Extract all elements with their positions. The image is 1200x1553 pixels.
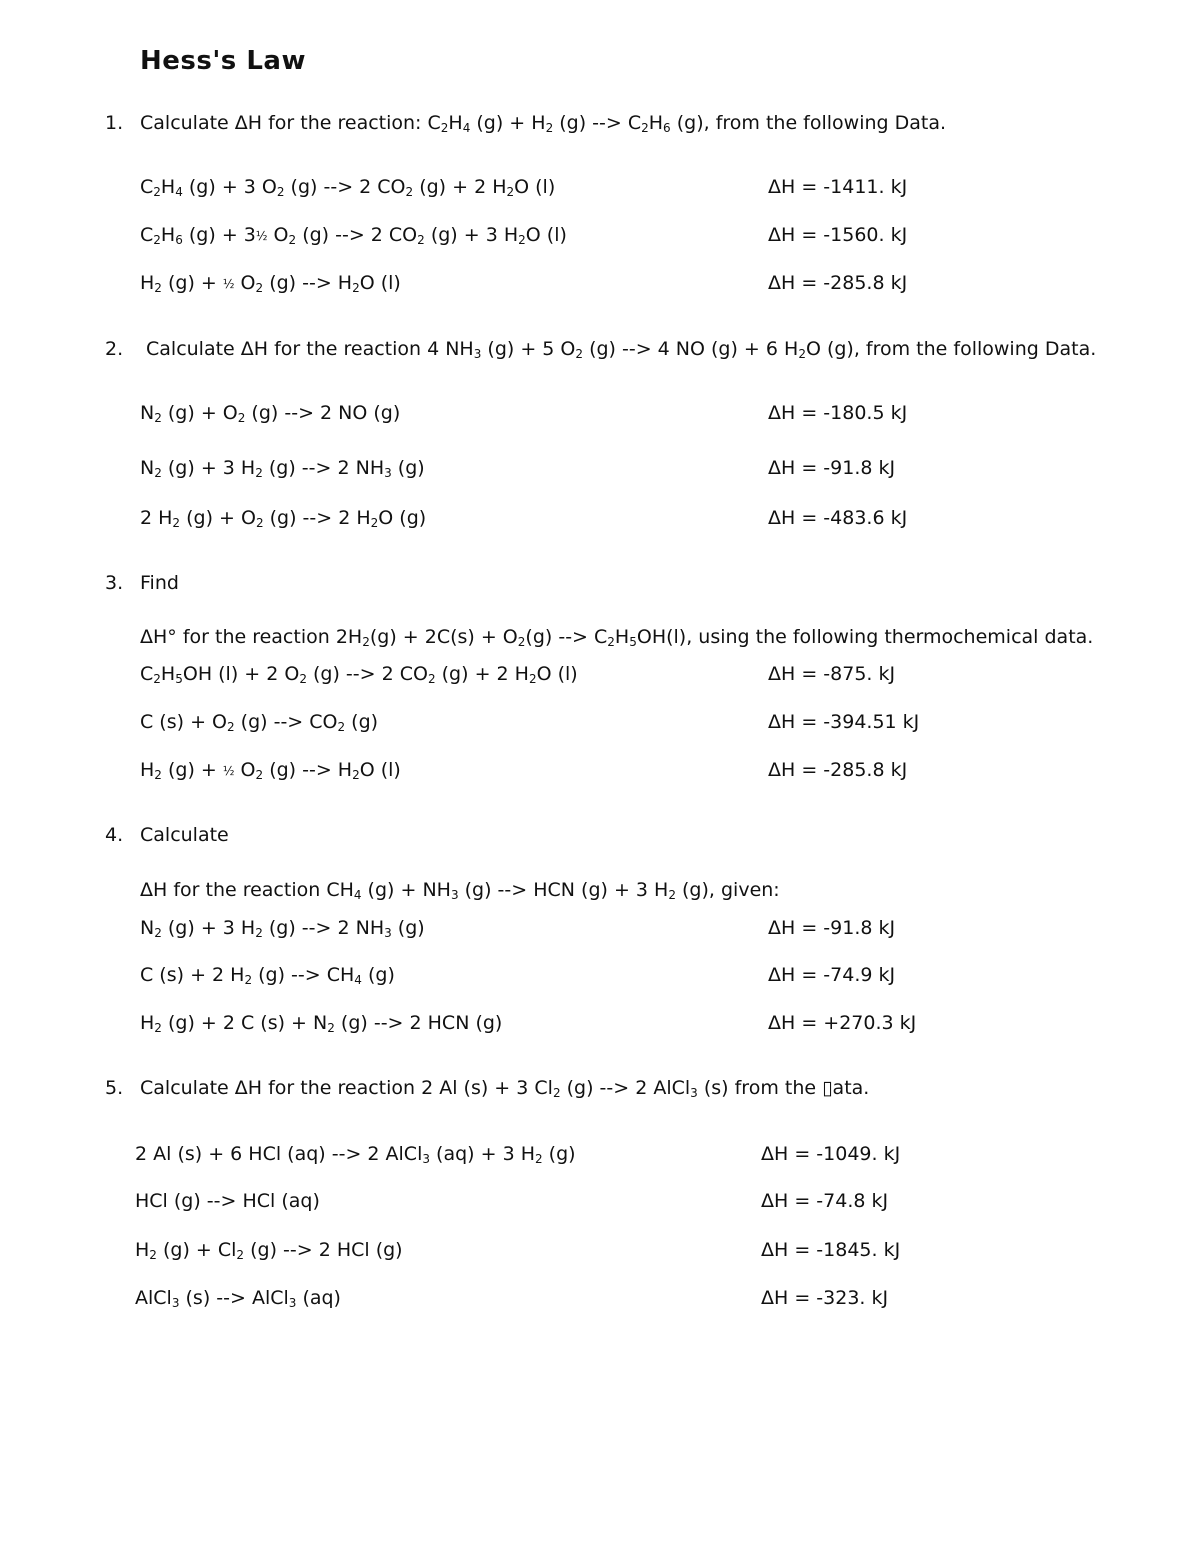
reaction-equation: $N_2$ (g) + 3 $H_2$ (g) --> 2 $NH_3$ (g): [140, 457, 425, 480]
enthalpy-value: ΔH = -875. kJ: [768, 663, 896, 685]
enthalpy-value: ΔH = -74.8 kJ: [761, 1190, 889, 1212]
enthalpy-value: ΔH = +270.3 kJ: [768, 1012, 917, 1034]
enthalpy-value: ΔH = -1411. kJ: [768, 176, 908, 198]
enthalpy-value: ΔH = -91.8 kJ: [768, 917, 896, 939]
enthalpy-value: ΔH = -285.8 kJ: [768, 759, 908, 781]
reaction-equation: 2 Al (s) + 6 HCl (aq) --> 2 AlCl$_3$ (aq) + 3 $H_2$ (g): [135, 1143, 576, 1166]
reaction-equation: $H_2$ (g) + ½ $O_2$ (g) --> $H_2O$ (l): [140, 272, 401, 295]
reaction-equation: $C_2H_5OH$ (l) + 2 $O_2$ (g) --> 2 $CO_2$ (g) + 2 $H_2O$ (l): [140, 663, 578, 686]
enthalpy-value: ΔH = -1845. kJ: [761, 1239, 901, 1261]
reaction-equation: $C_2H_4$ (g) + 3 $O_2$ (g) --> 2 $CO_2$ (g) + 2 $H_2O$ (l): [140, 176, 556, 199]
enthalpy-value: ΔH = -285.8 kJ: [768, 272, 908, 294]
reaction-equation: $C_2H_6$ (g) + 3½ $O_2$ (g) --> 2 $CO_2$ (g) + 3 $H_2O$ (l): [140, 224, 567, 247]
page-title: Hess's Law: [140, 46, 306, 76]
problem-number: 5.: [105, 1077, 124, 1099]
problem-prompt-detail: ΔH for the reaction $CH_4$ $(g) + NH_3$ (g) --> HCN (g) + 3 $H_2$ (g), given:: [140, 879, 780, 902]
reaction-equation: 2 $H_2$ $(g) + O_2$ (g) --> 2 $H_2O$ (g): [140, 507, 427, 530]
problem-number: 1.: [105, 112, 124, 134]
enthalpy-value: ΔH = -91.8 kJ: [768, 457, 896, 479]
enthalpy-value: ΔH = -1049. kJ: [761, 1143, 901, 1165]
reaction-equation: HCl (g) --> HCl (aq): [135, 1190, 320, 1212]
enthalpy-value: ΔH = -483.6 kJ: [768, 507, 908, 529]
problem-prompt-detail: ΔH° for the reaction $2H_2(g) + 2C(s) + O_2(g)$ --> $C_2H_5OH(l)$, using the following thermochemical data.: [140, 626, 1094, 649]
reaction-equation: AlCl$_3$ (s) --> AlCl$_3$ (aq): [135, 1287, 341, 1310]
reaction-equation: C (s) + 2 $H_2$ (g) --> $CH_4$ (g): [140, 964, 395, 987]
enthalpy-value: ΔH = -323. kJ: [761, 1287, 889, 1309]
enthalpy-value: ΔH = -1560. kJ: [768, 224, 908, 246]
enthalpy-value: ΔH = -394.51 kJ: [768, 711, 920, 733]
problem-prompt: Find: [140, 572, 179, 594]
problem-number: 3.: [105, 572, 124, 594]
enthalpy-value: ΔH = -180.5 kJ: [768, 402, 908, 424]
reaction-equation: $N_2$ $(g) + O_2$ (g) --> 2 NO (g): [140, 402, 401, 425]
reaction-equation: $H_2$ (g) + ½ $O_2$ (g) --> $H_2O$ (l): [140, 759, 401, 782]
reaction-equation: $H_2$ $(g) + Cl_2$ (g) --> 2 HCl (g): [135, 1239, 403, 1262]
problem-prompt: Calculate ΔH for the reaction 4 $NH_3$ (g) + 5 $O_2$ (g) --> 4 NO (g) + 6 $H_2O$ (g), from the following Data.: [146, 338, 1097, 361]
enthalpy-value: ΔH = -74.9 kJ: [768, 964, 896, 986]
problem-number: 4.: [105, 824, 124, 846]
problem-prompt: Calculate: [140, 824, 229, 846]
reaction-equation: $N_2$ (g) + 3 $H_2$ (g) --> 2 $NH_3$ (g): [140, 917, 425, 940]
problem-prompt: Calculate ΔH for the reaction: $C_2H_4$ $(g) + H_2$ (g) --> $C_2H_6$ (g), from the following Data.: [140, 112, 947, 135]
reaction-equation: $H_2$ (g) + 2 C $(s) + N_2$ (g) --> 2 HCN (g): [140, 1012, 503, 1035]
problem-number: 2.: [105, 338, 124, 360]
reaction-equation: C $(s) + O_2$ (g) --> $CO_2$ (g): [140, 711, 379, 734]
problem-prompt: Calculate ΔH for the reaction 2 Al (s) + 3 $Cl_2$ (g) --> 2 AlCl$_3$ (s) from the ▯ata.: [140, 1077, 870, 1100]
